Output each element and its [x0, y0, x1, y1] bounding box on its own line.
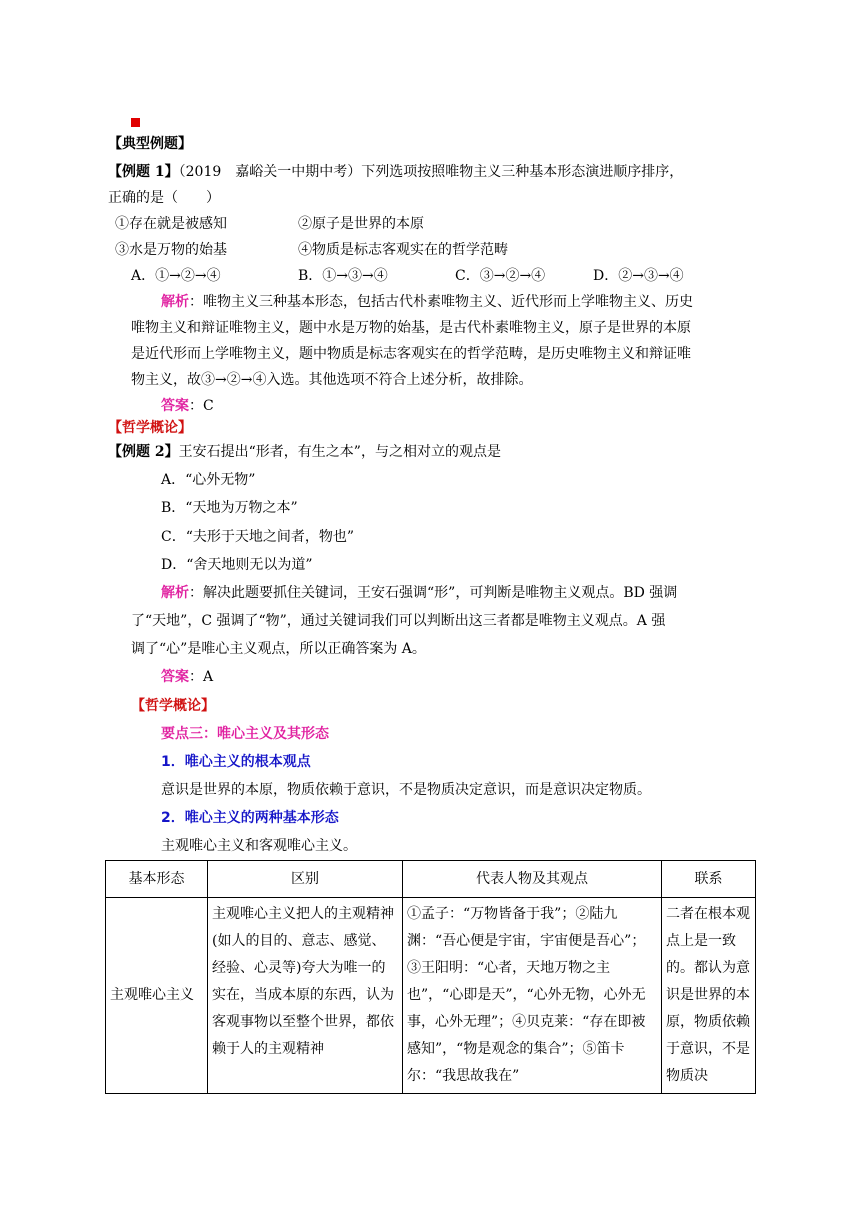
example1-option-c: C．③→②→④ — [455, 268, 546, 284]
table-header-cell: 联系 — [662, 861, 756, 898]
subheading-2: 2．唯心主义的两种基本形态 — [161, 810, 339, 826]
key-point-three: 要点三：唯心主义及其形态 — [161, 726, 329, 742]
idealism-table — [105, 860, 756, 1094]
example2-answer — [161, 667, 213, 687]
table-row — [106, 898, 756, 1094]
example1-answer — [161, 396, 214, 416]
example1-label: 【例题 1】 — [108, 164, 179, 180]
example2-option-a: A．“心外无物” — [161, 472, 256, 488]
analysis-text: ：解决此题要抓住关键词，王安石强调“形”，可判断是唯物主义观点。BD 强调 — [189, 585, 678, 601]
subheading-2-text: 主观唯心主义和客观唯心主义。 — [161, 838, 357, 854]
answer-value: ：A — [189, 669, 214, 685]
example2-analysis-line1 — [161, 583, 677, 603]
example2-analysis-line3: 调了“心”是唯心主义观点，所以正确答案为 A。 — [131, 641, 426, 657]
table-cell-difference: 主观唯心主义把人的主观精神(如人的目的、意志、感觉、经验、心灵等)夸大为唯一的实在，当成本原的东西，认为客观事物以至整个世界，都依赖于人的主观精神 — [208, 898, 403, 1094]
example1-item1: ①存在就是被感知 — [115, 216, 227, 232]
section-header-philosophy-2: 【哲学概论】 — [131, 698, 215, 714]
table-header-cell: 代表人物及其观点 — [403, 861, 662, 898]
example2-option-b: B．“天地为万物之本” — [161, 500, 298, 516]
subheading-1: 1．唯心主义的根本观点 — [161, 754, 311, 770]
example1-analysis-line4: 物主义，故③→②→④入选。其他选项不符合上述分析，故排除。 — [131, 372, 533, 388]
answer-value: ：C — [189, 398, 214, 414]
section-header-philosophy-1: 【哲学概论】 — [108, 420, 192, 436]
example2-stem-text: 王安石提出“形者，有生之本”，与之相对立的观点是 — [178, 444, 501, 460]
table-header-row — [106, 861, 756, 898]
example1-stem-line1 — [108, 162, 683, 182]
section-header-typical: 【典型例题】 — [108, 136, 192, 152]
analysis-text: ：唯物主义三种基本形态，包括古代朴素唯物主义、近代形而上学唯物主义、历史 — [189, 294, 693, 310]
example1-option-b: B．①→③→④ — [298, 268, 388, 284]
example1-item2: ②原子是世界的本原 — [298, 216, 424, 232]
example2-option-c: C．“夫形于天地之间者，物也” — [161, 529, 355, 545]
example1-stem-line2: 正确的是（ ） — [108, 190, 220, 206]
answer-label: 答案 — [161, 669, 189, 685]
example2-stem — [108, 442, 501, 462]
analysis-label: 解析 — [161, 585, 189, 601]
table-header-cell: 基本形态 — [106, 861, 208, 898]
example1-stem1: （2019 嘉峪关一中期中考）下列选项按照唯物主义三种基本形态演进顺序排序， — [178, 164, 684, 180]
example2-analysis-line2: 了“天地”，C 强调了“物”，通过关键词我们可以判断出这三者都是唯物主义观点。A 强 — [131, 613, 666, 629]
table-cell-form: 主观唯心主义 — [106, 898, 208, 1094]
example1-analysis-line1 — [161, 292, 693, 312]
example1-item4: ④物质是标志客观实在的哲学范畴 — [298, 242, 508, 258]
subheading-1-text: 意识是世界的本原，物质依赖于意识，不是物质决定意识，而是意识决定物质。 — [161, 782, 651, 798]
example2-label: 【例题 2】 — [108, 444, 179, 460]
example1-option-a: A．①→②→④ — [131, 268, 221, 284]
example1-analysis-line3: 是近代形而上学唯物主义，题中物质是标志客观实在的哲学范畴，是历史唯物主义和辩证唯 — [131, 346, 691, 362]
table-header-cell: 区别 — [208, 861, 403, 898]
example1-item3: ③水是万物的始基 — [115, 242, 227, 258]
red-square-icon — [131, 118, 140, 127]
analysis-label: 解析 — [161, 294, 189, 310]
example1-analysis-line2: 唯物主义和辩证唯物主义，题中水是万物的始基，是古代朴素唯物主义，原子是世界的本原 — [131, 320, 691, 336]
example2-option-d: D．“舍天地则无以为道” — [161, 557, 313, 573]
answer-label: 答案 — [161, 398, 189, 414]
example1-option-d: D．②→③→④ — [593, 268, 684, 284]
table-cell-representatives: ①孟子：“万物皆备于我”；②陆九渊：“吾心便是宇宙，宇宙便是吾心”；③王阳明：“心者，天地万物之主也”，“心即是天”，“心外无物，心外无事，心外无理”；④贝克莱：“存在即被感知”，“物是观念的集合”；⑤笛卡尔：“我思故我在” — [403, 898, 662, 1094]
table-cell-connection: 二者在根本观点上是一致的。都认为意识是世界的本原，物质依赖于意识，不是物质决 — [662, 898, 756, 1094]
